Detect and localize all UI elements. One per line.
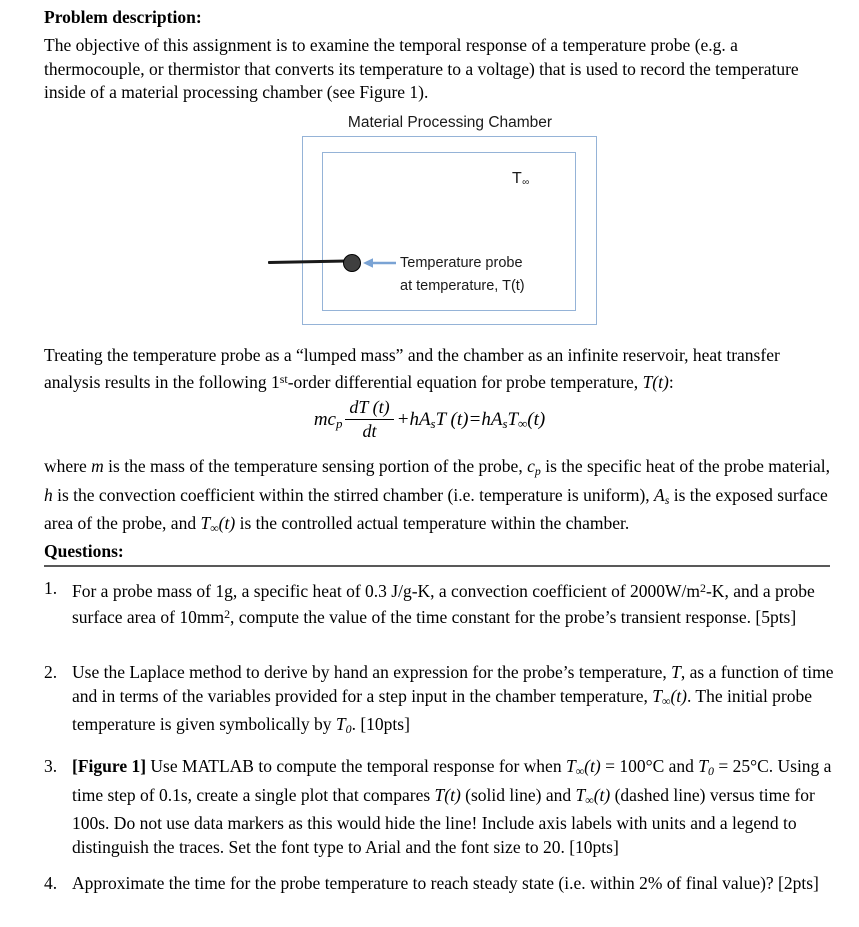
- q2-temperature-variable: T: [671, 662, 681, 682]
- ambient-temperature-label: [512, 170, 530, 188]
- probe-annotation-label: [400, 252, 525, 298]
- q3-ambient-argument-1: (t): [584, 756, 601, 776]
- q3-initial-temp-variable: T: [698, 756, 708, 776]
- ambient-temp-variable: T: [200, 513, 211, 534]
- q1-text-2: -K, and a probe surface area of 10mm: [72, 580, 815, 628]
- q3-initial-temp-subscript: 0: [708, 764, 714, 779]
- q2-ambient-subscript: ∞: [661, 693, 671, 708]
- q3-ambient-subscript-2: ∞: [585, 792, 594, 807]
- q3-text-5: (dashed line) versus time for 100s. Do not use data markers as this would hide the line! Include axis labels with units and a legend to distinguish the traces. Set the font type to Arial and the font size to 20. [10pts]: [72, 784, 815, 857]
- ambient-temp-variable-subscript: ∞: [210, 521, 219, 536]
- lumped-text-part-2: -order differential equation for probe temperature,: [287, 371, 643, 392]
- probe-pointer-arrow-icon: [363, 257, 397, 269]
- q3-probe-temp-variable: T(t): [434, 784, 461, 805]
- q1-text-1: For a probe mass of 1g, a specific heat of 0.3 J/g-K, a convection coefficient of 2000W/m: [72, 580, 701, 601]
- mass-variable: m: [91, 456, 104, 476]
- question-body-3: [72, 755, 834, 859]
- governing-differential-equation: [0, 398, 859, 443]
- q3-ambient-argument-2: (t): [593, 784, 611, 805]
- surface-area-subscript-lhs: s: [430, 416, 436, 432]
- q3-ambient-subscript-1: ∞: [575, 764, 585, 779]
- q3-text-2: = 100°C and: [600, 756, 699, 776]
- question-number-4: 4.: [44, 873, 58, 893]
- q3-text-1: Use MATLAB to compute the temporal response for when: [146, 756, 566, 776]
- equation-equals-sign: =: [468, 408, 482, 430]
- q2-text-1: Use the Laplace method to derive by hand an expression for the probe’s temperature,: [72, 662, 672, 682]
- where-text-1: where: [44, 456, 92, 476]
- probe-temperature-variable: T(t): [642, 371, 669, 392]
- figure-1-tag: [Figure 1]: [72, 756, 147, 776]
- figure-material-processing-chamber: [0, 110, 859, 335]
- infinity-subscript: ∞: [522, 177, 530, 188]
- problem-description-heading: Problem description:: [44, 7, 202, 27]
- convection-term-rhs: hA: [481, 408, 503, 430]
- equation-mass-heat-term: mc: [313, 408, 336, 430]
- question-body-1: [72, 577, 834, 630]
- specific-heat-variable-subscript: p: [534, 464, 541, 479]
- question-number-1: 1.: [44, 578, 58, 598]
- variable-definitions-paragraph: [44, 455, 834, 541]
- ambient-temp-symbol: T: [512, 170, 523, 187]
- ambient-temp-term: T: [507, 408, 519, 430]
- where-text-2: is the mass of the temperature sensing portion of the probe,: [103, 456, 528, 476]
- question-number-2: 2.: [44, 662, 58, 682]
- ambient-temp-variable-argument: (t): [218, 513, 236, 534]
- question-body-4: Approximate the time for the probe temperature to reach steady state (i.e. within 2% of final value)? [2pts]: [72, 873, 819, 893]
- lumped-mass-paragraph: [44, 344, 834, 394]
- lumped-text-part-3: :: [668, 371, 674, 392]
- q2-initial-temp-variable: T: [335, 714, 346, 735]
- where-text-6: is the controlled actual temperature within the chamber.: [235, 513, 630, 534]
- q1-superscript-1: 2: [700, 581, 706, 595]
- ambient-infinity-subscript: ∞: [518, 416, 528, 432]
- q1-superscript-2: 2: [224, 607, 231, 622]
- problem-description-paragraph: The objective of this assignment is to examine the temporal response of a temperature probe (e.g. a thermocouple, or thermistor that converts its temperature to a voltage) that is used to record the temperature inside of a material processing chamber (see Figure 1).: [44, 35, 799, 102]
- questions-heading: Questions:: [44, 541, 124, 561]
- q2-initial-temp-subscript: 0: [345, 722, 352, 737]
- area-variable: A: [654, 484, 665, 505]
- question-item-1: [44, 577, 834, 630]
- probe-label-line-2: at temperature, T(t): [400, 278, 525, 294]
- question-item-3: [44, 755, 834, 859]
- question-item-2: [44, 661, 834, 742]
- equation-plus-sign: +: [396, 408, 410, 430]
- where-text-3: is the specific heat of the probe material,: [540, 456, 830, 476]
- q3-ambient-variable-2: T: [575, 784, 586, 805]
- q2-ambient-variable: T: [652, 685, 662, 706]
- where-text-5: is the exposed surface area of the probe, and: [44, 484, 828, 534]
- fraction-numerator: dT (t): [345, 397, 393, 420]
- surface-area-subscript-rhs: s: [502, 416, 508, 432]
- convection-term-lhs: hA: [409, 408, 431, 430]
- specific-heat-subscript: p: [335, 416, 343, 432]
- question-body-2: [72, 661, 834, 742]
- probe-label-line-1: Temperature probe: [400, 255, 523, 271]
- probe-tip-dot: [343, 254, 361, 272]
- q1-text-3: , compute the value of the time constant for the probe’s transient response. [5pts]: [230, 607, 797, 628]
- specific-heat-variable: c: [527, 456, 535, 476]
- area-variable-subscript: s: [664, 492, 670, 507]
- q2-ambient-argument: (t): [670, 685, 687, 706]
- questions-divider: [44, 565, 830, 567]
- lumped-text-part-1: Treating the temperature probe as a “lumped mass” and the chamber as an infinite reservoir, heat transfer analysis results in the following 1: [44, 345, 780, 392]
- where-text-4: is the convection coefficient within the stirred chamber (i.e. temperature is uniform),: [52, 484, 655, 505]
- ambient-temp-argument: (t): [527, 408, 546, 430]
- q2-text-4: . [10pts]: [351, 714, 410, 735]
- question-number-3: 3.: [44, 756, 58, 776]
- ordinal-superscript: st: [279, 371, 288, 386]
- q3-ambient-variable-1: T: [565, 756, 576, 776]
- probe-temp-term: T (t): [435, 408, 469, 430]
- question-item-4: [44, 872, 834, 896]
- figure-title: Material Processing Chamber: [347, 114, 553, 131]
- q2-text-2: , as a function of time and in terms of the variables provided for a step input in the chamber temperature,: [72, 662, 834, 706]
- convection-variable: h: [44, 484, 53, 505]
- fraction-denominator: dt: [362, 421, 377, 441]
- q2-text-3: . The initial probe temperature is given symbolically by: [72, 685, 813, 735]
- q3-text-4: (solid line) and: [460, 784, 576, 805]
- q3-text-3: = 25°C. Using a time step of 0.1s, create a single plot that compares: [72, 756, 832, 805]
- derivative-fraction: [345, 397, 393, 442]
